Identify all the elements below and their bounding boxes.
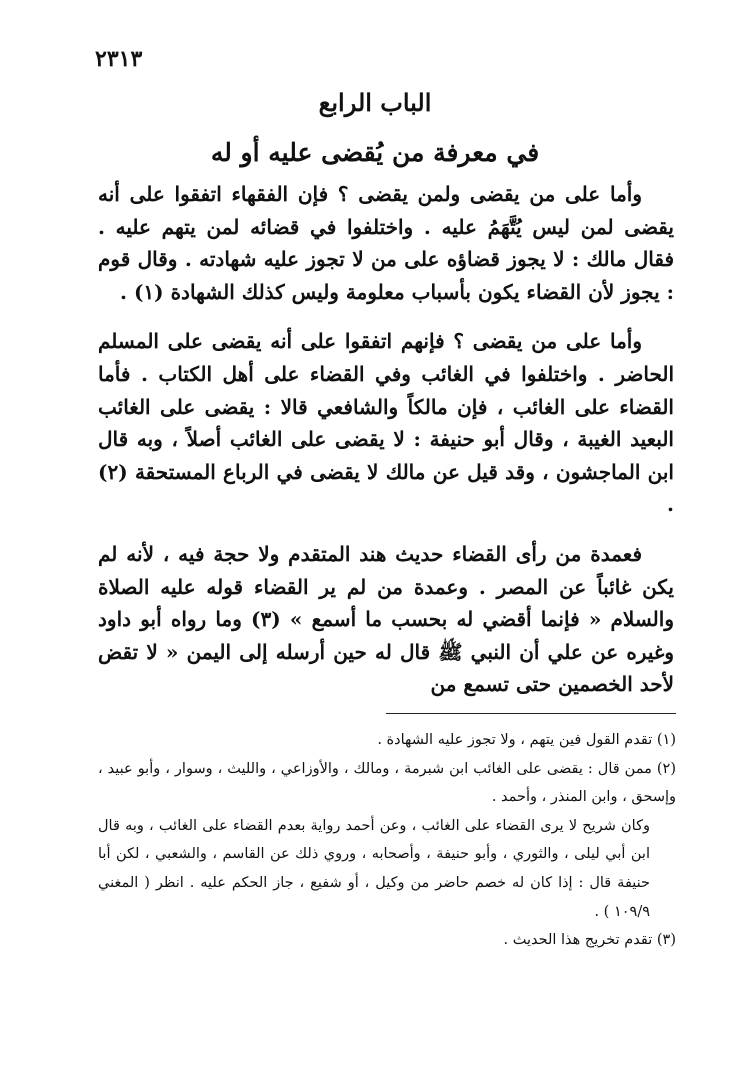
footnote-separator bbox=[386, 713, 676, 714]
footnote-3: (٣) تقدم تخريج هذا الحديث . bbox=[503, 932, 676, 949]
page-number: ٢٣١٣ bbox=[95, 46, 143, 72]
footnote-2: (٢) ممن قال : يقضى على الغائب ابن شبرمة ، ومالك ، والأوزاعي ، والليث ، وسوار ، وأبو عبيد ، وإسحق ، وابن المنذر ، وأحمد . bbox=[98, 760, 676, 806]
body-text bbox=[98, 178, 674, 718]
chapter-subtitle: في معرفة من يُقضى عليه أو له bbox=[210, 138, 540, 167]
footnote-1: (١) تقدم القول فين يتهم ، ولا تجوز عليه الشهادة . bbox=[377, 732, 676, 748]
paragraph-1: وأما على من يقضى ولمن يقضى ؟ فإن الفقهاء اتفقوا على أنه يقضى لمن ليس يُتَّهَمُ عليه . واختلفوا في قضائه لمن يتهم عليه . فقال مالك : لا يجوز قضاؤه على من لا تجوز عليه شهادته . وقال قوم : يجوز لأن القضاء يكون بأسباب معلومة وليس كذلك الشهادة (١) . bbox=[98, 182, 674, 304]
paragraph-2: وأما على من يقضى ؟ فإنهم اتفقوا على أنه يقضى على المسلم الحاضر . واختلفوا في الغائب وفي القضاء على أهل الكتاب . فأما القضاء على الغائب ، فإن مالكاً والشافعي قالا : يقضى على الغائب البعيد الغيبة ، وقال أبو حنيفة : لا يقضى على الغائب أصلاً ، وبه قال ابن الماجشون ، وقد قيل عن مالك لا يقضى في الرباع المستحقة (٢) . bbox=[98, 329, 674, 517]
footnotes bbox=[98, 726, 676, 955]
paragraph-3: فعمدة من رأى القضاء حديث هند المتقدم ولا حجة فيه ، لأنه لم يكن غائباً عن المصر . وعمدة من لم ير القضاء قوله عليه الصلاة والسلام « فإنما أقضي له بحسب ما أسمع » (٣) وما رواه أبو داود وغيره عن علي أن النبي ﷺ قال له حين أرسله إلى اليمن « لا تقض لأحد الخصمين حتى تسمع من bbox=[98, 541, 674, 697]
footnote-2-continued: وكان شريح لا يرى القضاء على الغائب ، وعن أحمد رواية بعدم القضاء على الغائب ، وبه قال ابن أبي ليلى ، والثوري ، وأبو حنيفة ، وأصحابه ، وروي ذلك عن القاسم ، والشعبي ، لكن أبا حنيفة قال : إذا كان له خصم حاضر من وكيل ، أو شفيع ، جاز الحكم عليه . انظر ( المغني ١٠٩/٩ ) . bbox=[98, 817, 650, 920]
chapter-title: الباب الرابع bbox=[318, 88, 432, 117]
